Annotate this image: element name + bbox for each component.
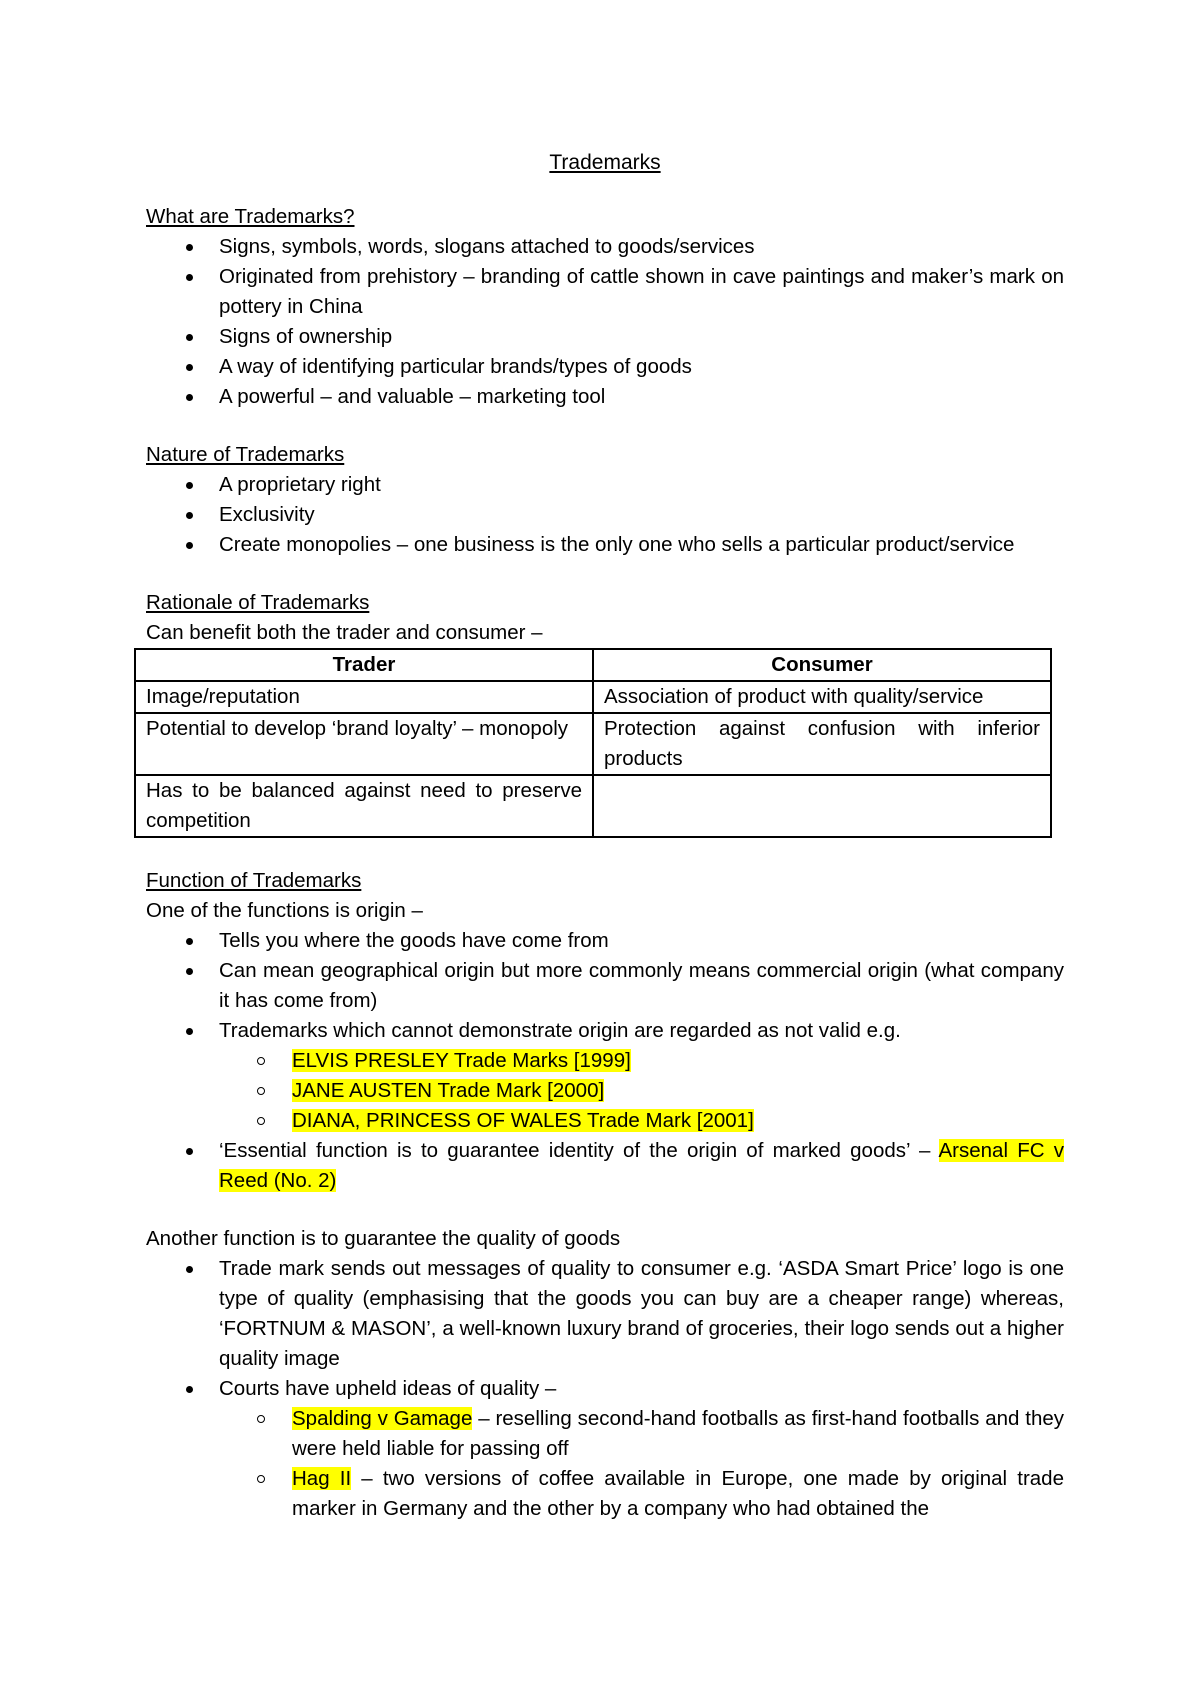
table-header: Trader xyxy=(135,649,593,681)
table-row xyxy=(135,681,1051,713)
case-name: Hag II xyxy=(292,1467,352,1490)
list-item xyxy=(146,1136,1064,1196)
list-quality-cases xyxy=(146,1404,1064,1524)
rationale-intro: Can benefit both the trader and consumer – xyxy=(146,621,543,644)
case-name: DIANA, PRINCESS OF WALES Trade Mark [2001] xyxy=(292,1109,754,1132)
rationale-table xyxy=(134,648,1052,838)
list-item: Originated from prehistory – branding of cattle shown in cave paintings and maker’s mark on pottery in China xyxy=(146,262,1064,322)
sub-list-item xyxy=(146,1404,1064,1464)
table-cell: Protection against confusion with inferior products xyxy=(593,713,1051,775)
list-essential xyxy=(146,1136,1064,1196)
list-item: Tells you where the goods have come from xyxy=(146,926,1064,956)
heading-nature: Nature of Trademarks xyxy=(146,443,345,466)
heading-what: What are Trademarks? xyxy=(146,205,355,228)
list-item: Create monopolies – one business is the only one who sells a particular product/service xyxy=(146,530,1064,560)
case-name: Arsenal FC v Reed (No. 2) xyxy=(219,1139,1064,1192)
case-name: ELVIS PRESLEY Trade Marks [1999] xyxy=(292,1049,631,1072)
list-what xyxy=(146,232,1064,412)
list-item: Can mean geographical origin but more commonly means commercial origin (what company it has come from) xyxy=(146,956,1064,1016)
sub-list-item xyxy=(146,1106,1064,1136)
table-row xyxy=(135,713,1051,775)
table-cell: Association of product with quality/service xyxy=(593,681,1051,713)
list-function xyxy=(146,926,1064,1046)
case-text: – two versions of coffee available in Europe, one made by original trade marker in Germany and the other by a company who had obtained the xyxy=(292,1467,1064,1520)
case-name: JANE AUSTEN Trade Mark [2000] xyxy=(292,1079,605,1102)
table-cell: Has to be balanced against need to preserve competition xyxy=(135,775,593,837)
table-row xyxy=(135,775,1051,837)
quality-intro: Another function is to guarantee the quality of goods xyxy=(146,1227,621,1250)
list-item: A powerful – and valuable – marketing tool xyxy=(146,382,1064,412)
list-item: Courts have upheld ideas of quality – xyxy=(146,1374,1064,1404)
document-title: Trademarks xyxy=(549,151,661,174)
table-cell: Potential to develop ‘brand loyalty’ – monopoly xyxy=(135,713,593,775)
sub-list-item xyxy=(146,1076,1064,1106)
list-item: A way of identifying particular brands/types of goods xyxy=(146,352,1064,382)
list-item: Trade mark sends out messages of quality to consumer e.g. ‘ASDA Smart Price’ logo is one type of quality (emphasising that the goods you can buy are a cheaper range) whereas, ‘FORTNUM & MASON’, a well-known luxury brand of groceries, their logo sends out a higher quality image xyxy=(146,1254,1064,1374)
case-name: Spalding v Gamage xyxy=(292,1407,473,1430)
table-cell: Image/reputation xyxy=(135,681,593,713)
sub-list-item xyxy=(146,1046,1064,1076)
table-header-row xyxy=(135,649,1051,681)
list-item: A proprietary right xyxy=(146,470,1064,500)
table-header: Consumer xyxy=(593,649,1051,681)
list-nature xyxy=(146,470,1064,560)
case-text: – reselling second-hand footballs as first-hand footballs and they were held liable for passing off xyxy=(292,1407,1064,1460)
sub-list-item xyxy=(146,1464,1064,1524)
list-item: Signs of ownership xyxy=(146,322,1064,352)
heading-rationale: Rationale of Trademarks xyxy=(146,591,370,614)
list-quality xyxy=(146,1254,1064,1404)
list-item: Trademarks which cannot demonstrate origin are regarded as not valid e.g. xyxy=(146,1016,1064,1046)
heading-function: Function of Trademarks xyxy=(146,869,362,892)
list-origin-cases xyxy=(146,1046,1064,1136)
list-item: Exclusivity xyxy=(146,500,1064,530)
list-item: Signs, symbols, words, slogans attached to goods/services xyxy=(146,232,1064,262)
table-cell xyxy=(593,775,1051,837)
essential-text: ‘Essential function is to guarantee identity of the origin of marked goods’ – xyxy=(219,1139,939,1162)
function-intro: One of the functions is origin – xyxy=(146,899,423,922)
